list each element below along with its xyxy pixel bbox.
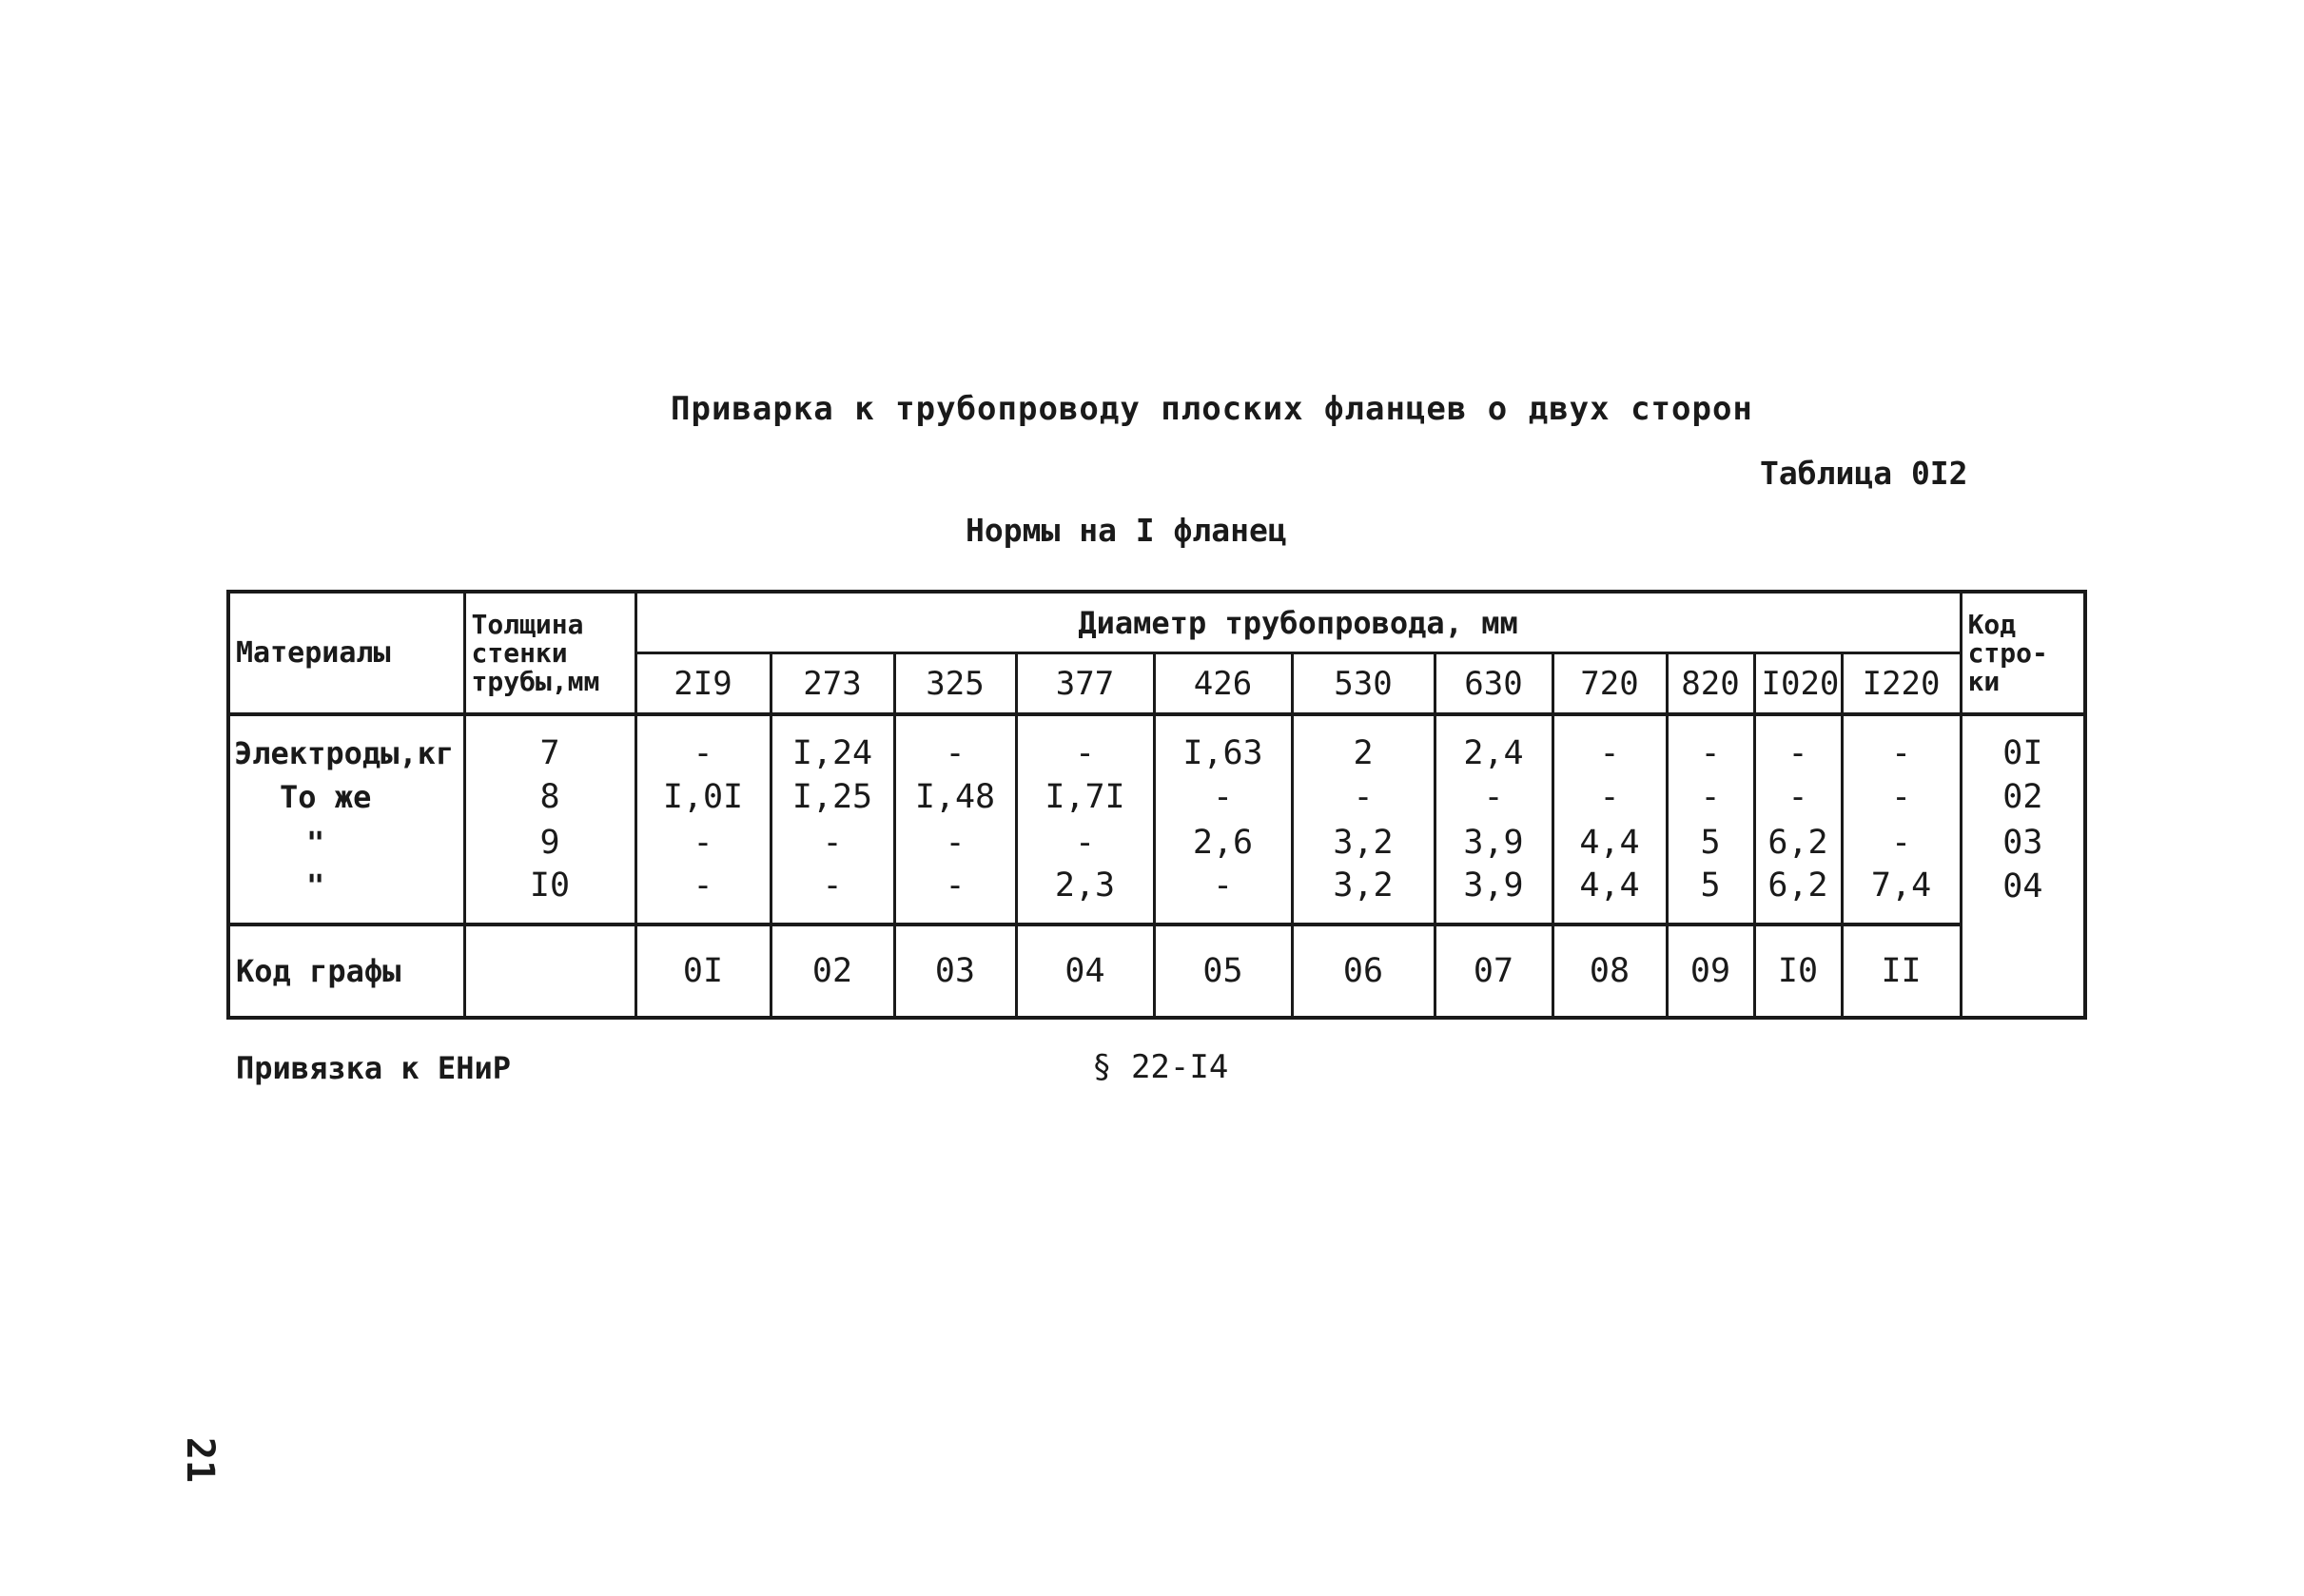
diameter-header: 2I9 bbox=[635, 653, 771, 715]
row-code-header-line: стро- bbox=[1967, 636, 2048, 669]
row-code-header-line: Код bbox=[1967, 608, 2017, 640]
material-cell: То же bbox=[228, 774, 464, 820]
value-cell: I,7I bbox=[1016, 774, 1154, 820]
value-cell: - bbox=[1842, 774, 1961, 820]
value-cell: I,63 bbox=[1154, 714, 1292, 774]
materials-header: Материалы bbox=[228, 592, 464, 714]
table-row bbox=[228, 774, 2085, 820]
table-number: Таблица 0I2 bbox=[1760, 455, 1968, 492]
diameter-header: 630 bbox=[1435, 653, 1552, 715]
value-cell: I,25 bbox=[771, 774, 894, 820]
thickness-cell: 7 bbox=[464, 714, 635, 774]
value-cell: - bbox=[894, 820, 1016, 866]
value-cell: - bbox=[1667, 714, 1754, 774]
empty-cell bbox=[1961, 925, 2085, 1018]
value-cell: - bbox=[635, 820, 771, 866]
diameter-header: 325 bbox=[894, 653, 1016, 715]
column-code-cell: 07 bbox=[1435, 925, 1552, 1018]
header-row bbox=[228, 592, 2085, 653]
wall-thickness-header-line: стенки bbox=[471, 636, 568, 669]
row-code-header bbox=[1961, 592, 2085, 714]
table-row bbox=[228, 866, 2085, 925]
column-codes-label: Код графы bbox=[228, 925, 464, 1018]
value-cell: 3,9 bbox=[1435, 820, 1552, 866]
value-cell: 3,9 bbox=[1435, 866, 1552, 925]
row-code-cell: 02 bbox=[1961, 774, 2085, 820]
value-cell: - bbox=[1016, 714, 1154, 774]
value-cell: - bbox=[1435, 774, 1552, 820]
value-cell: - bbox=[635, 714, 771, 774]
reference-value: § 22-I4 bbox=[1092, 1048, 1229, 1086]
value-cell: 2,3 bbox=[1016, 866, 1154, 925]
column-code-cell: 06 bbox=[1292, 925, 1435, 1018]
row-code-cell: 03 bbox=[1961, 820, 2085, 866]
value-cell: - bbox=[1154, 774, 1292, 820]
diameter-header: 820 bbox=[1667, 653, 1754, 715]
thickness-cell: 8 bbox=[464, 774, 635, 820]
value-cell: - bbox=[1754, 714, 1842, 774]
column-code-cell: 0I bbox=[635, 925, 771, 1018]
material-cell: Электроды,кг bbox=[228, 714, 464, 774]
material-cell: " bbox=[228, 866, 464, 925]
column-code-cell: 03 bbox=[894, 925, 1016, 1018]
value-cell: 2,4 bbox=[1435, 714, 1552, 774]
value-cell: I,48 bbox=[894, 774, 1016, 820]
wall-thickness-header-line: Толщина bbox=[471, 608, 584, 640]
table-row bbox=[228, 820, 2085, 866]
diameter-header: 426 bbox=[1154, 653, 1292, 715]
norms-table bbox=[226, 590, 2087, 1020]
diameter-header: 530 bbox=[1292, 653, 1435, 715]
column-code-cell: 08 bbox=[1552, 925, 1667, 1018]
value-cell: - bbox=[1842, 820, 1961, 866]
value-cell: 6,2 bbox=[1754, 866, 1842, 925]
row-code-header-line: ки bbox=[1967, 665, 2001, 697]
column-code-cell: 04 bbox=[1016, 925, 1154, 1018]
value-cell: - bbox=[1154, 866, 1292, 925]
value-cell: I,0I bbox=[635, 774, 771, 820]
value-cell: 2 bbox=[1292, 714, 1435, 774]
value-cell: 3,2 bbox=[1292, 866, 1435, 925]
table-subtitle: Нормы на I фланец bbox=[966, 512, 1287, 549]
value-cell: 6,2 bbox=[1754, 820, 1842, 866]
column-code-cell: I0 bbox=[1754, 925, 1842, 1018]
value-cell: I,24 bbox=[771, 714, 894, 774]
wall-thickness-header-line: трубы,мм bbox=[471, 665, 600, 697]
column-code-cell: 02 bbox=[771, 925, 894, 1018]
value-cell: - bbox=[894, 866, 1016, 925]
value-cell: - bbox=[1292, 774, 1435, 820]
diameter-header: I020 bbox=[1754, 653, 1842, 715]
column-codes-row bbox=[228, 925, 2085, 1018]
diameter-header: 720 bbox=[1552, 653, 1667, 715]
value-cell: - bbox=[1552, 774, 1667, 820]
wall-thickness-header bbox=[464, 592, 635, 714]
value-cell: - bbox=[771, 866, 894, 925]
material-cell: " bbox=[228, 820, 464, 866]
value-cell: - bbox=[1754, 774, 1842, 820]
thickness-cell: 9 bbox=[464, 820, 635, 866]
diameter-group-header: Диаметр трубопровода, мм bbox=[635, 592, 1961, 653]
value-cell: 5 bbox=[1667, 820, 1754, 866]
row-code-cell: 04 bbox=[1961, 866, 2085, 925]
row-code-cell: 0I bbox=[1961, 714, 2085, 774]
page-number: 21 bbox=[178, 1436, 223, 1484]
diameter-header: 273 bbox=[771, 653, 894, 715]
diameter-header: I220 bbox=[1842, 653, 1961, 715]
value-cell: 7,4 bbox=[1842, 866, 1961, 925]
thickness-cell: I0 bbox=[464, 866, 635, 925]
value-cell: 3,2 bbox=[1292, 820, 1435, 866]
column-code-cell: 05 bbox=[1154, 925, 1292, 1018]
reference-label: Привязка к ЕНиР bbox=[236, 1050, 511, 1086]
empty-cell bbox=[464, 925, 635, 1018]
value-cell: - bbox=[635, 866, 771, 925]
table-row bbox=[228, 714, 2085, 774]
value-cell: - bbox=[1667, 774, 1754, 820]
value-cell: 5 bbox=[1667, 866, 1754, 925]
value-cell: - bbox=[771, 820, 894, 866]
value-cell: 2,6 bbox=[1154, 820, 1292, 866]
column-code-cell: 09 bbox=[1667, 925, 1754, 1018]
value-cell: - bbox=[1016, 820, 1154, 866]
column-code-cell: II bbox=[1842, 925, 1961, 1018]
value-cell: - bbox=[894, 714, 1016, 774]
value-cell: 4,4 bbox=[1552, 866, 1667, 925]
document-title: Приварка к трубопроводу плоских фланцев о двух сторон bbox=[671, 390, 1753, 428]
diameter-header: 377 bbox=[1016, 653, 1154, 715]
value-cell: - bbox=[1552, 714, 1667, 774]
value-cell: 4,4 bbox=[1552, 820, 1667, 866]
value-cell: - bbox=[1842, 714, 1961, 774]
